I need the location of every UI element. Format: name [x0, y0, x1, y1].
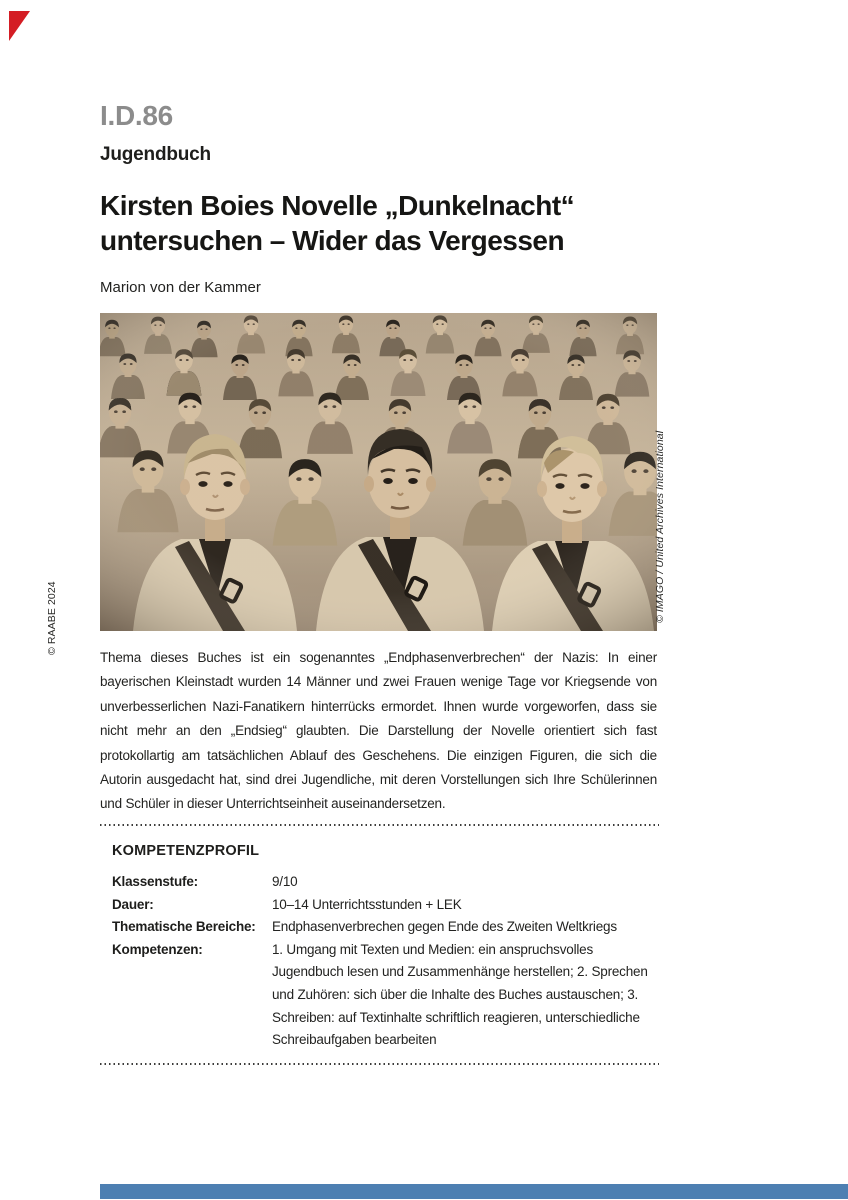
row-label: Kompetenzen:: [112, 941, 203, 957]
page-title-line1: Kirsten Boies Novelle „Dunkelnacht“: [100, 190, 575, 221]
table-row: [112, 916, 659, 939]
dotted-divider-top: [100, 824, 659, 826]
table-row: [112, 871, 659, 894]
table-row: [112, 939, 659, 1052]
hitler-youth-crowd-photo: [100, 313, 657, 631]
competence-profile: [100, 824, 659, 1065]
table-row: [112, 894, 659, 917]
row-value: 9/10: [272, 874, 298, 889]
photo-credit: [654, 430, 848, 625]
author-name: Marion von der Kammer: [100, 279, 261, 296]
article-photo: [100, 313, 657, 631]
row-label: Dauer:: [112, 896, 154, 912]
red-corner-mark: [9, 11, 30, 41]
page-title: [100, 188, 574, 258]
row-label: Thematische Bereiche:: [112, 919, 256, 935]
row-value: 1. Umgang mit Texten und Medien: ein anspruchsvolles Jugendbuch lesen und Zusammenhänge herstellen; 2. Sprechen und Zuhören: sich über die Inhalte des Buches austauschen; 3. Schreiben: auf Textinhalte schriftlich reagieren, unterschiedliche Schreibaufgaben bearbeiten: [272, 941, 648, 1048]
photo-credit-text: © IMAGO / United Archives International: [654, 430, 666, 623]
profile-heading: KOMPETENZPROFIL: [112, 843, 260, 859]
dotted-divider-bottom: [100, 1063, 659, 1065]
row-label: Klassenstufe:: [112, 874, 198, 889]
category-label: Jugendbuch: [100, 144, 211, 165]
profile-table: [112, 871, 659, 1052]
publisher-copyright-text: © RAABE 2024: [46, 581, 58, 655]
page-id-label: I.D.86: [100, 100, 173, 131]
page-title-line2: untersuchen – Wider das Vergessen: [100, 225, 565, 256]
footer-accent-bar: [100, 1184, 848, 1199]
intro-paragraph: Thema dieses Buches ist ein sogenanntes „Endphasenverbrechen“ der Nazis: In einer bayerischen Kleinstadt wurden 14 Männer und zwei Frauen wenige Tage vor Kriegsende von unverbesserlichen Nazi-Fanatikern hinterrücks ermordet. Ihnen wurde vorgeworfen, dass sie nicht mehr an den „Endsieg“ glaubten. Die Darstellung der Novelle orientiert sich fast protokollartig am tatsächlichen Ablauf des Geschehens. Die einzigen Figuren, die sich die Autorin ausgedacht hat, sind drei Jugendliche, mit deren Vorstellungen sich Ihre Schülerinnen und Schüler in dieser Unterrichtseinheit auseinandersetzen.: [100, 650, 657, 812]
row-value: Endphasenverbrechen gegen Ende des Zweiten Weltkriegs: [272, 919, 617, 935]
row-value: 10–14 Unterrichtsstunden + LEK: [272, 896, 462, 912]
